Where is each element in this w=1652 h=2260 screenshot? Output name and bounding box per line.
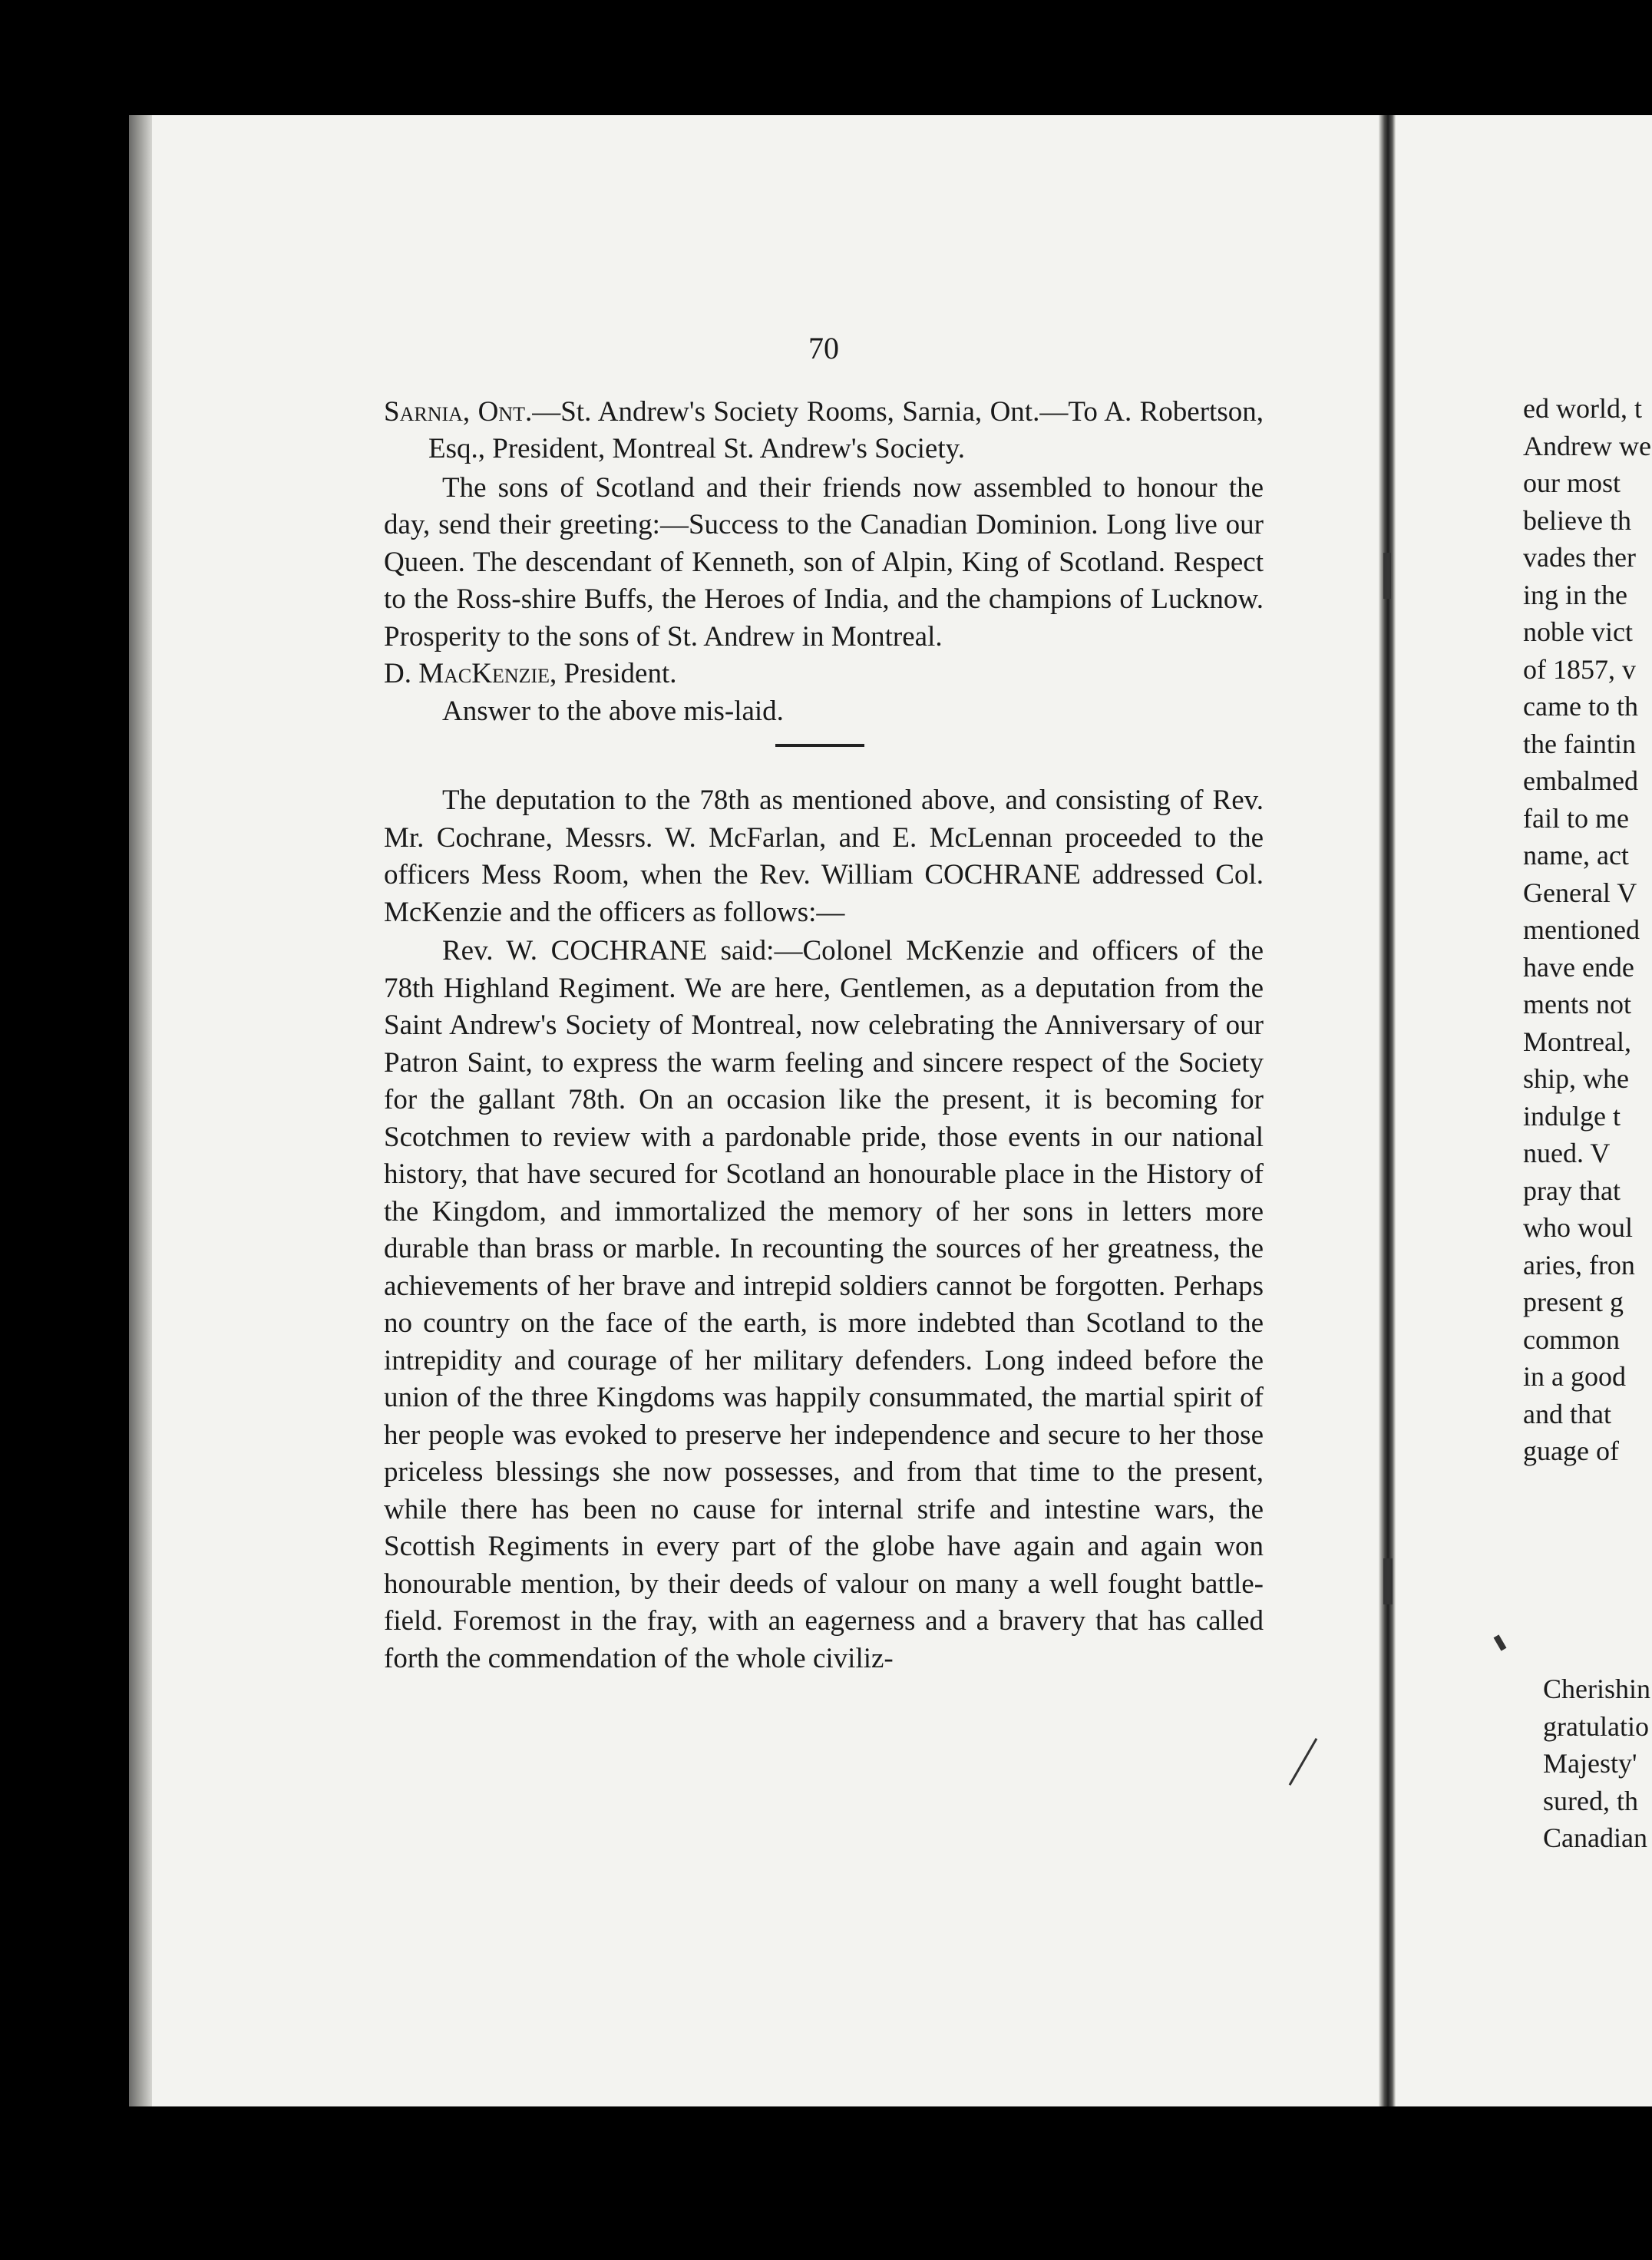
right-page-line: gratulatio: [1543, 1710, 1649, 1742]
right-page-line: of 1857, v: [1523, 653, 1636, 685]
right-page-line: pray that: [1523, 1175, 1621, 1206]
right-page-line: Montreal,: [1523, 1026, 1631, 1057]
section-divider: [775, 744, 864, 747]
right-page-line: fail to me: [1523, 802, 1629, 834]
right-page-line: and that: [1523, 1398, 1611, 1429]
right-page-line: ing in the: [1523, 579, 1627, 610]
right-page-line: embalmed: [1523, 765, 1638, 796]
right-page-line: our most: [1523, 468, 1621, 498]
sarnia-heading: Sarnia, Ont.: [384, 395, 533, 428]
book-gutter: [1379, 115, 1396, 2106]
right-page-line: General V: [1523, 877, 1637, 908]
right-page-line: Cherishin: [1543, 1674, 1650, 1704]
page-edge-shadow: [129, 115, 152, 2106]
right-page-line: common: [1523, 1323, 1620, 1355]
right-page-line: came to th: [1523, 691, 1638, 722]
page-number: 70: [808, 331, 839, 365]
signature-title: , President.: [550, 658, 677, 689]
right-page-line: mentioned: [1523, 914, 1640, 945]
right-page-line: Andrew we: [1523, 430, 1651, 461]
binding-thread-mark: [1383, 1558, 1393, 1604]
right-page-line: who woul: [1523, 1212, 1633, 1243]
right-page-line: in a good: [1523, 1361, 1626, 1392]
deputation-paragraph: The deputation to the 78th as mentioned above, and consisting of Rev. Mr. Cochrane, Messrs. W. McFarlan, and E. McLennan proceeded to the officers Mess Room, when the Rev. William COCHRANE addressed Col. McKenzie and the officers as follows:—: [384, 785, 1264, 928]
right-page-fragment: [1523, 390, 1652, 1470]
right-page-line: guage of: [1523, 1436, 1619, 1466]
right-page-line: have ende: [1523, 951, 1634, 983]
sarnia-address: —St. Andrew's Society Rooms, Sarnia, Ont.—To A. Robertson, Esq., President, Montreal St. Andrew's Society.: [428, 395, 1264, 464]
right-page-line: indulge t: [1523, 1100, 1621, 1132]
right-page-bottom-fragment: [1543, 1670, 1652, 1857]
right-page-line: vades ther: [1523, 542, 1636, 573]
answer-note: Answer to the above mis-laid.: [442, 695, 784, 727]
right-page-line: aries, fron: [1523, 1249, 1635, 1280]
greeting-paragraph: The sons of Scotland and their friends now assembled to honour the day, send their greeting:—Success to the Canadian Dominion. Long live our Queen. The descendant of Kenneth, son of Alpin, King of Scotland. Respect to the Ross-shire Buffs, the Heroes of India, and the champions of Lucknow. Prosperity to the sons of St. Andrew in Montreal.: [384, 471, 1264, 653]
signature-name: D. MacKenzie: [384, 658, 550, 689]
right-page-line: nued. V: [1523, 1138, 1611, 1168]
right-page-line: believe th: [1523, 504, 1631, 536]
right-page-line: noble vict: [1523, 616, 1633, 647]
signature: [384, 656, 1264, 693]
right-page-line: name, act: [1523, 840, 1629, 871]
right-page-line: ed world, t: [1523, 393, 1642, 424]
speech-paragraph: Rev. W. COCHRANE said:—Colonel McKenzie and officers of the 78th Highland Regiment. We are here, Gentlemen, as a deputation from the Saint Andrew's Society of Montreal, now celebrating the Anniversary of our Patron Saint, to express the warm feeling and sincere respect of the Society for the gallant 78th. On an occasion like the present, it is becoming for Scotchmen to review with a pardonable pride, those events in our national history, that have secured for Scotland an honourable place in the History of the Kingdom, and immortalized the memory of her sons in letters more durable than brass or marble. In recounting the sources of her greatness, the achievements of her brave and intrepid soldiers cannot be forgotten. Perhaps no country on the face of the earth, is more indebted than Scotland to the intrepidity and courage of her military defenders. Long indeed before the union of the three Kingdoms was happily consummated, the martial spirit of her people was evoked to preserve her independence and secure to her those priceless blessings she now possesses, and from that time to the present, while there has been no cause for internal strife and intestine wars, the Scottish Regiments in every part of the globe have again and again won honourable mention, by their deeds of valour on many a well fought battle-field. Foremost in the fray, with an eagerness and a bravery that has called forth the commendation of the whole civiliz-: [384, 935, 1264, 1674]
right-page-line: Canadian: [1543, 1822, 1647, 1853]
right-page-line: the faintin: [1523, 728, 1636, 759]
right-page-line: present g: [1523, 1287, 1624, 1317]
right-page-line: ship, whe: [1523, 1063, 1629, 1094]
right-page-line: sured, th: [1543, 1785, 1638, 1816]
right-page-line: Majesty': [1543, 1748, 1637, 1779]
left-page: [384, 330, 1264, 1677]
binding-thread-mark: [1383, 553, 1391, 599]
sarnia-letter-heading: [384, 394, 1264, 468]
right-page-line: ments not: [1523, 989, 1631, 1019]
